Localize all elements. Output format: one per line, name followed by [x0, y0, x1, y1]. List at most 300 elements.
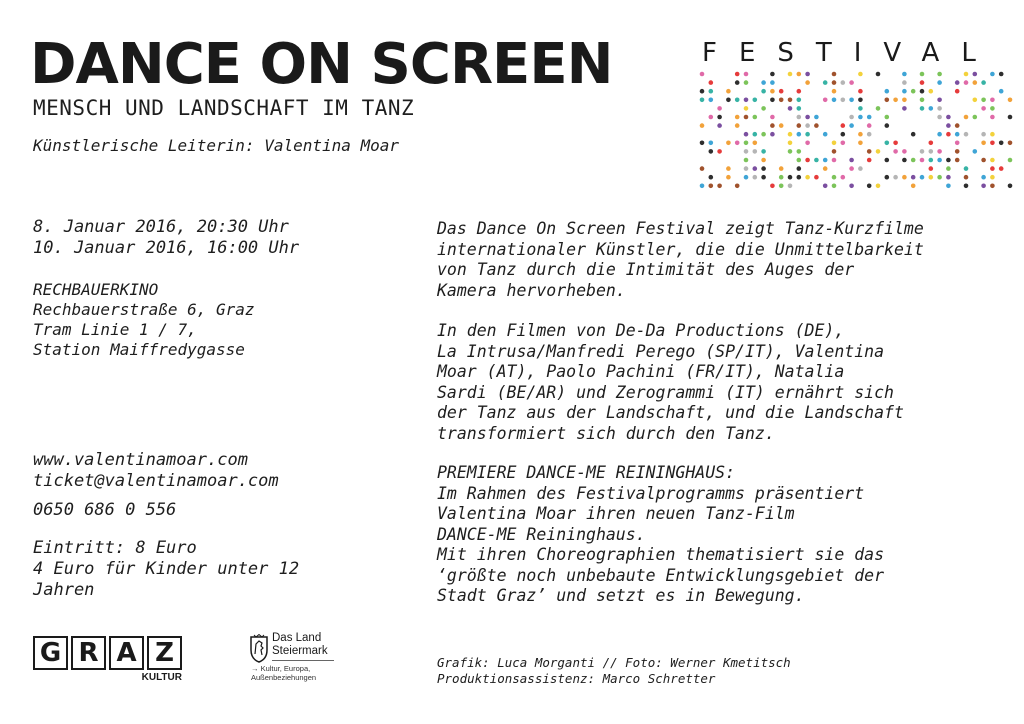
logo-dot: [999, 166, 1004, 171]
logo-dot: [709, 115, 714, 120]
logo-dot: [893, 98, 898, 103]
logo-dot: [753, 141, 758, 146]
logo-dot: [797, 98, 802, 103]
logo-dot: [973, 98, 978, 103]
logo-dot: [823, 158, 828, 163]
logo-dot: [797, 115, 802, 120]
logo-dot: [937, 98, 942, 103]
logo-dot: [841, 80, 846, 85]
logo-dot: [929, 158, 934, 163]
logo-dot: [814, 158, 819, 163]
logo-dot: [709, 141, 714, 146]
logo-dot: [779, 184, 784, 189]
logo-dot: [937, 115, 942, 120]
logo-dot: [849, 158, 854, 163]
venue-name: RECHBAUERKINO: [33, 280, 159, 299]
logo-dot: [955, 89, 960, 94]
logo-dot: [902, 175, 907, 180]
logo-dot: [761, 132, 766, 137]
logo-dot: [893, 175, 898, 180]
logo-dot: [946, 123, 951, 128]
logo-dot: [937, 80, 942, 85]
logo-dot: [849, 98, 854, 103]
logo-dot: [911, 184, 916, 189]
logo-dot: [717, 149, 722, 154]
logo-dot: [788, 132, 793, 137]
logo-dot: [744, 158, 749, 163]
logo-dot: [920, 175, 925, 180]
logo-dot: [700, 184, 705, 189]
logo-dot: [832, 89, 837, 94]
phone-text: 0650 686 0 556: [33, 500, 177, 520]
logo-dot: [902, 106, 907, 111]
logo-dot: [867, 158, 872, 163]
logo-dot: [902, 89, 907, 94]
logo-dot: [841, 175, 846, 180]
logo-dot: [885, 89, 890, 94]
logo-dot: [797, 72, 802, 77]
logo-dot: [770, 98, 775, 103]
logo-dot: [770, 89, 775, 94]
logo-dot: [1008, 98, 1013, 103]
description-line: Valentina Moar ihren neuen Tanz-Film: [437, 504, 795, 523]
logo-dot: [973, 72, 978, 77]
logo-dot: [885, 115, 890, 120]
logo-dot: [946, 166, 951, 171]
description-line: internationaler Künstler, die die Unmittelbarkeit: [437, 239, 924, 259]
logo-dot: [753, 115, 758, 120]
logo-dot: [832, 158, 837, 163]
logo-dot: [1008, 158, 1013, 163]
logo-dot: [779, 89, 784, 94]
logo-dot: [797, 106, 802, 111]
logo-dot: [981, 184, 986, 189]
steiermark-department-line: → Kultur, Europa,: [251, 664, 311, 673]
venue-station: Station Maiffredygasse: [33, 340, 245, 359]
logo-dot: [973, 115, 978, 120]
logo-dot: [797, 149, 802, 154]
website-link[interactable]: www.valentinamoar.com: [33, 450, 248, 470]
description-line: von Tanz durch die Intimität des Auges der: [437, 260, 855, 279]
logo-dot: [797, 158, 802, 163]
logo-dot: [849, 123, 854, 128]
logo-dot: [981, 98, 986, 103]
logo-dot: [964, 166, 969, 171]
logo-dot: [981, 106, 986, 111]
panther-crest-icon: [248, 634, 270, 664]
logo-dot: [832, 141, 837, 146]
logo-dot: [779, 123, 784, 128]
logo-dot: [849, 166, 854, 171]
description-line: transformiert sich durch den Tanz.: [437, 423, 775, 443]
logo-dot: [990, 158, 995, 163]
graz-logo-letter: Z: [147, 636, 182, 670]
logo-dot: [841, 123, 846, 128]
logo-dot: [902, 98, 907, 103]
dot-pattern-logo: [698, 70, 1016, 192]
logo-dot: [797, 175, 802, 180]
logo-dot: [955, 132, 960, 137]
description-line: Das Dance On Screen Festival zeigt Tanz-Kurzfilme: [437, 219, 924, 238]
logo-dot: [849, 115, 854, 120]
logo-dot: [902, 72, 907, 77]
logo-dot: [981, 141, 986, 146]
logo-dot: [805, 72, 810, 77]
graz-logo-letter: A: [109, 636, 144, 670]
logo-dot: [981, 132, 986, 137]
logo-dot: [876, 149, 881, 154]
logo-dot: [744, 115, 749, 120]
steiermark-logo: [248, 630, 338, 686]
logo-dot: [832, 98, 837, 103]
logo-dot: [805, 141, 810, 146]
logo-dot: [788, 149, 793, 154]
logo-dot: [937, 72, 942, 77]
logo-dot: [920, 72, 925, 77]
logo-dot: [770, 72, 775, 77]
logo-dot: [814, 123, 819, 128]
logo-dot: [885, 141, 890, 146]
logo-dot: [832, 175, 837, 180]
logo-dot: [999, 141, 1004, 146]
logo-dot: [946, 158, 951, 163]
description-paragraph-1: [437, 219, 924, 301]
logo-dot: [779, 175, 784, 180]
logo-dot: [937, 175, 942, 180]
logo-dot: [788, 184, 793, 189]
logo-dot: [920, 80, 925, 85]
logo-dot: [823, 98, 828, 103]
logo-dot: [709, 89, 714, 94]
description-line: Im Rahmen des Festivalprogramms präsentiert: [437, 483, 865, 503]
logo-dot: [929, 106, 934, 111]
logo-dot: [735, 115, 740, 120]
logo-dot: [867, 115, 872, 120]
logo-dot: [902, 158, 907, 163]
logo-dot: [761, 166, 766, 171]
logo-dot: [876, 72, 881, 77]
logo-dot: [726, 175, 731, 180]
premiere-heading: PREMIERE DANCE-ME REININGHAUS:: [437, 463, 736, 482]
logo-dot: [858, 141, 863, 146]
logo-dot: [823, 184, 828, 189]
logo-dot: [849, 80, 854, 85]
logo-dot: [929, 141, 934, 146]
steiermark-divider: [272, 660, 334, 661]
description-line: In den Filmen von De-Da Productions (DE),: [437, 321, 845, 340]
logo-dot: [849, 184, 854, 189]
description-line: DANCE-ME Reininghaus.: [437, 524, 646, 544]
logo-dot: [744, 141, 749, 146]
logo-dot: [990, 141, 995, 146]
logo-dot: [797, 166, 802, 171]
venue-address: [33, 280, 255, 360]
logo-dot: [770, 115, 775, 120]
logo-dot: [744, 175, 749, 180]
logo-dot: [735, 141, 740, 146]
logo-dot: [735, 184, 740, 189]
logo-dot: [744, 98, 749, 103]
logo-dot: [990, 72, 995, 77]
logo-dot: [1008, 184, 1013, 189]
logo-dot: [832, 184, 837, 189]
logo-dot: [911, 158, 916, 163]
logo-dot: [990, 184, 995, 189]
logo-dot: [858, 132, 863, 137]
logo-dot: [744, 166, 749, 171]
graz-logo-letter: R: [71, 636, 106, 670]
logo-dot: [744, 149, 749, 154]
logo-dot: [753, 132, 758, 137]
logo-dot: [744, 80, 749, 85]
logo-dot: [946, 184, 951, 189]
logo-dot: [964, 175, 969, 180]
logo-dot: [823, 132, 828, 137]
festival-subtitle: MENSCH UND LANDSCHAFT IM TANZ: [33, 96, 415, 120]
credits-production: Produktionsassistenz: Marco Schretter: [437, 671, 716, 686]
logo-dot: [770, 132, 775, 137]
logo-dot: [717, 184, 722, 189]
logo-dot: [735, 123, 740, 128]
logo-dot: [937, 132, 942, 137]
logo-dot: [920, 149, 925, 154]
logo-dot: [973, 149, 978, 154]
logo-dot: [753, 175, 758, 180]
logo-dot: [709, 149, 714, 154]
logo-dot: [920, 89, 925, 94]
logo-dot: [1008, 115, 1013, 120]
logo-dot: [700, 72, 705, 77]
steiermark-department: [251, 664, 316, 682]
logo-dot: [858, 106, 863, 111]
logo-dot: [700, 141, 705, 146]
logo-dot: [797, 132, 802, 137]
logo-dot: [761, 89, 766, 94]
logo-dot: [955, 141, 960, 146]
logo-dot: [841, 141, 846, 146]
logo-dot: [805, 123, 810, 128]
graz-logo-subtitle: KULTUR: [141, 672, 182, 683]
logo-dot: [946, 175, 951, 180]
steiermark-department-line: Außenbeziehungen: [251, 673, 317, 682]
logo-dot: [788, 175, 793, 180]
logo-dot: [929, 166, 934, 171]
description-line: Stadt Graz’ und setzt es in Bewegung.: [437, 586, 805, 605]
logo-dot: [858, 72, 863, 77]
description-line: ‘größte noch unbebaute Entwicklungsgebiet der: [437, 565, 885, 585]
logo-dot: [876, 106, 881, 111]
logo-dot: [770, 184, 775, 189]
logo-dot: [700, 98, 705, 103]
logo-dot: [858, 166, 863, 171]
logo-dot: [709, 184, 714, 189]
festival-title: DANCE ON SCREEN: [30, 32, 613, 97]
logo-dot: [911, 132, 916, 137]
admission-info: [33, 538, 299, 601]
steiermark-name-line: Steiermark: [272, 645, 328, 657]
graz-kultur-logo: [33, 636, 185, 683]
logo-dot: [709, 80, 714, 85]
logo-dot: [726, 166, 731, 171]
festival-label: FESTIVAL: [702, 38, 998, 68]
logo-dot: [990, 106, 995, 111]
logo-dot: [885, 158, 890, 163]
logo-dot: [717, 123, 722, 128]
logo-dot: [1008, 141, 1013, 146]
logo-dot: [981, 80, 986, 85]
logo-dot: [823, 80, 828, 85]
steiermark-name-line: Das Land: [272, 632, 322, 644]
logo-dot: [753, 166, 758, 171]
logo-dot: [753, 98, 758, 103]
logo-dot: [858, 89, 863, 94]
logo-dot: [858, 98, 863, 103]
logo-dot: [946, 115, 951, 120]
logo-dot: [964, 132, 969, 137]
description-paragraph-2: [437, 321, 904, 444]
logo-dot: [797, 89, 802, 94]
logo-dot: [717, 115, 722, 120]
logo-dot: [885, 123, 890, 128]
logo-dot: [805, 158, 810, 163]
description-line: Mit ihren Choreographien thematisiert sie das: [437, 545, 885, 564]
logo-dot: [885, 98, 890, 103]
logo-dot: [929, 89, 934, 94]
logo-dot: [709, 98, 714, 103]
credits-graphics-photo: Grafik: Luca Morganti // Foto: Werner Kmetitsch: [437, 655, 791, 670]
logo-dot: [885, 175, 890, 180]
logo-dot: [955, 158, 960, 163]
logo-dot: [814, 175, 819, 180]
logo-dot: [779, 166, 784, 171]
logo-dot: [990, 175, 995, 180]
description-line: Moar (AT), Paolo Pachini (FR/IT), Natalia: [437, 362, 845, 381]
logo-dot: [981, 158, 986, 163]
logo-dot: [832, 80, 837, 85]
logo-dot: [955, 80, 960, 85]
admission-line: 4 Euro für Kinder unter 12: [33, 559, 300, 579]
logo-dot: [920, 106, 925, 111]
logo-dot: [902, 80, 907, 85]
logo-dot: [761, 149, 766, 154]
logo-dot: [990, 98, 995, 103]
credits: [437, 655, 791, 687]
graz-logo-letter: G: [33, 636, 68, 670]
logo-dot: [999, 72, 1004, 77]
logo-dot: [700, 89, 705, 94]
logo-dot: [717, 106, 722, 111]
logo-dot: [990, 166, 995, 171]
logo-dot: [735, 72, 740, 77]
logo-dot: [920, 158, 925, 163]
logo-dot: [770, 80, 775, 85]
logo-dot: [929, 175, 934, 180]
logo-dot: [797, 123, 802, 128]
contact-info: [33, 450, 279, 492]
event-date-line: 8. Januar 2016, 20:30 Uhr: [33, 217, 289, 237]
logo-dot: [981, 175, 986, 180]
logo-dot: [805, 132, 810, 137]
logo-dot: [832, 149, 837, 154]
logo-dot: [761, 175, 766, 180]
description-line: Sardi (BE/AR) und Zerogrammi (IT) ernährt sich: [437, 382, 894, 402]
logo-dot: [955, 149, 960, 154]
logo-dot: [964, 80, 969, 85]
email-link[interactable]: ticket@valentinamoar.com: [33, 471, 279, 491]
logo-dot: [788, 72, 793, 77]
venue-street: Rechbauerstraße 6, Graz: [33, 300, 255, 319]
logo-dot: [744, 72, 749, 77]
logo-dot: [726, 98, 731, 103]
description-line: La Intrusa/Manfredi Perego (SP/IT), Valentina: [437, 341, 885, 361]
description-paragraph-3: [437, 463, 884, 607]
logo-dot: [805, 175, 810, 180]
admission-line: Eintritt: 8 Euro: [33, 538, 197, 558]
logo-dot: [761, 106, 766, 111]
logo-dot: [700, 123, 705, 128]
logo-dot: [867, 132, 872, 137]
logo-dot: [735, 98, 740, 103]
logo-dot: [867, 184, 872, 189]
logo-dot: [761, 80, 766, 85]
phone-number: [33, 500, 176, 521]
logo-dot: [929, 149, 934, 154]
logo-dot: [823, 166, 828, 171]
event-date-line: 10. Januar 2016, 16:00 Uhr: [33, 238, 300, 258]
venue-tram: Tram Linie 1 / 7,: [33, 320, 197, 339]
logo-dot: [964, 184, 969, 189]
logo-dot: [937, 106, 942, 111]
logo-dot: [841, 98, 846, 103]
logo-dot: [735, 80, 740, 85]
logo-dot: [814, 115, 819, 120]
logo-dot: [709, 175, 714, 180]
artistic-director: Künstlerische Leiterin: Valentina Moar: [33, 136, 400, 155]
steiermark-name: [272, 632, 328, 658]
logo-dot: [964, 72, 969, 77]
logo-dot: [902, 149, 907, 154]
logo-dot: [893, 141, 898, 146]
logo-dot: [937, 149, 942, 154]
logo-dot: [955, 123, 960, 128]
logo-dot: [744, 132, 749, 137]
logo-dot: [937, 158, 942, 163]
description-line: der Tanz aus der Landschaft, und die Landschaft: [437, 403, 904, 422]
logo-dot: [876, 184, 881, 189]
description-line: Kamera hervorheben.: [437, 280, 626, 300]
logo-dot: [867, 123, 872, 128]
logo-dot: [990, 132, 995, 137]
logo-dot: [946, 132, 951, 137]
logo-dot: [788, 106, 793, 111]
logo-dot: [920, 98, 925, 103]
logo-dot: [788, 98, 793, 103]
logo-dot: [999, 89, 1004, 94]
logo-dot: [832, 72, 837, 77]
logo-dot: [761, 158, 766, 163]
event-dates: [33, 217, 299, 259]
logo-dot: [726, 89, 731, 94]
logo-dot: [911, 89, 916, 94]
logo-dot: [805, 115, 810, 120]
logo-dot: [770, 123, 775, 128]
logo-dot: [726, 141, 731, 146]
logo-dot: [893, 149, 898, 154]
logo-dot: [700, 166, 705, 171]
logo-dot: [964, 115, 969, 120]
logo-dot: [858, 115, 863, 120]
logo-dot: [867, 149, 872, 154]
